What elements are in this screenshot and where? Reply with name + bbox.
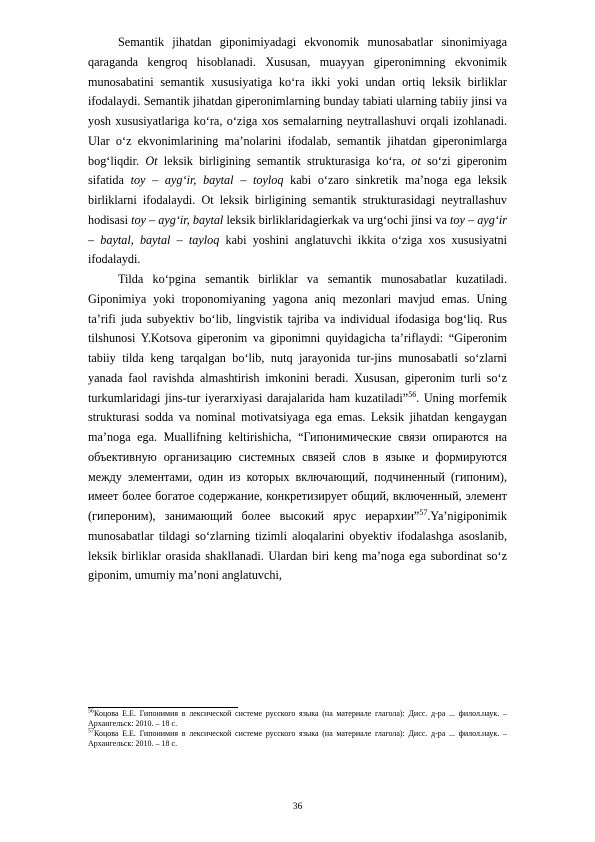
footnote-number: 56 <box>88 708 94 715</box>
footnote <box>88 709 507 729</box>
footnote <box>88 729 507 749</box>
text-run: kabi yoshini anglatuvchi ikkita o‘ziga xos xususiyatni ifodalaydi. <box>88 232 508 267</box>
footnote-reference: 56 <box>408 389 417 399</box>
italic-term: toy – ayg‘ir, baytal – toyloq <box>130 173 284 188</box>
italic-term: ot <box>411 153 421 168</box>
footnote-text: Коцова Е.Е. Гипонимия в лексической системе русского языка (на материале глагола): Дисс. д-ра ... филол.наук. – Архангельск: 2010. – 18 с. <box>88 709 507 728</box>
text-run: leksik birliklaridagierkak va urg‘ochi jinsi va <box>223 212 450 227</box>
text-run: .Ya’nigiponimik munosabatlar tildagi so‘zlarning tizimli aloqalarini obyektiv ifodalashga asoslanib, leksik birliklar orasida shakllanadi. Ulardan biri keng ma’noga ega subordinat so‘z giponim, umumiy ma’noni anglatuvchi, <box>88 509 507 583</box>
main-text <box>88 33 507 586</box>
footnotes <box>88 709 507 749</box>
text-run: Tilda ko‘pgina semantik birliklar va semantik munosabatlar kuzatiladi. Giponimiya yoki troponomiyaning yagona aniq mezonlari mavjud emas. Uning ta’rifi juda subyektiv bo‘lib, lingvistik tajriba va individual ifodasiga bog‘liq. Rus tilshunosi Y.Kotsova giperonim va giponimni quyidagicha ta’riflaydi: “Giperonim tabiiy tilda keng tarqalgan bo‘lib, nutq jarayonida tur-jins munosabatli so‘zlarni yanada faol ravishda almashtirish imkonini beradi. Xususan, giperonim turli so‘z turkumlaridagi jins-tur iyerarxiyasi darajalarida ham kuzatiladi” <box>88 272 507 405</box>
text-run: Semantik jihatdan giponimiyadagi ekvonomik munosabatlar sinonimiyaga qaraganda kengroq hisoblanadi. Xususan, muayyan giperonimning ekvonimik munosabatini semantik xususiyatiga ko‘ra ikki yoki undan ortiq leksik birliklar ifodalaydi. Semantik jihatdan giperonimlarning bunday tabiati ularning tabiiy jinsi va yosh xususiyatlariga ko‘ra, o‘ziga xos semalarning neytrallashuvi orqali izohlanadi. Ular o‘z ekvonimlarining ma’nolarini ifodalab, semantik jihatdan giperonimlarga bog‘liqdir. <box>88 35 507 168</box>
footnote-reference: 57 <box>419 507 428 517</box>
footnote-number: 57 <box>88 728 94 735</box>
footnote-text: Коцова Е.Е. Гипонимия в лексической системе русского языка (на материале глагола): Дисс. д-ра ... филол.наук. – Архангельск: 2010. – 18 с. <box>88 729 507 748</box>
italic-term: Ot <box>145 153 158 168</box>
text-run: . Uning morfemik strukturasi sodda va nominal motivatsiyaga ega emas. Leksik jihatdan kengaygan ma’noga ega. Muallifning keltirishicha, “Гипонимические связи опираются на объективную организацию системных связей слов в языке и формируются между элементами, один из которых включающий, подчиненный (гипоним), имеет более богатое содержание, конкретизирует общий, включенный, элемент (гипероним), занимающий более высокий ярус иерархии” <box>88 390 507 523</box>
page-number: 36 <box>292 802 303 812</box>
text-run: so‘zi giperonim sifatida <box>88 153 507 188</box>
paragraph <box>88 33 507 270</box>
text-run: kabi o‘zaro sinkretik ma’noga ega leksik birliklarni ifodalaydi. Ot leksik birligining semantik strukturasidagi neytrallashuv hodisasi <box>88 173 507 227</box>
text-run: leksik birligining semantik strukturasiga ko‘ra, <box>157 153 412 168</box>
italic-term: toy – ayg‘ir, baytal <box>131 212 224 227</box>
paragraph <box>88 270 507 586</box>
italic-term: toy – ayg‘ir – baytal, baytal – tayloq <box>88 212 507 247</box>
footnote-separator <box>88 707 238 708</box>
